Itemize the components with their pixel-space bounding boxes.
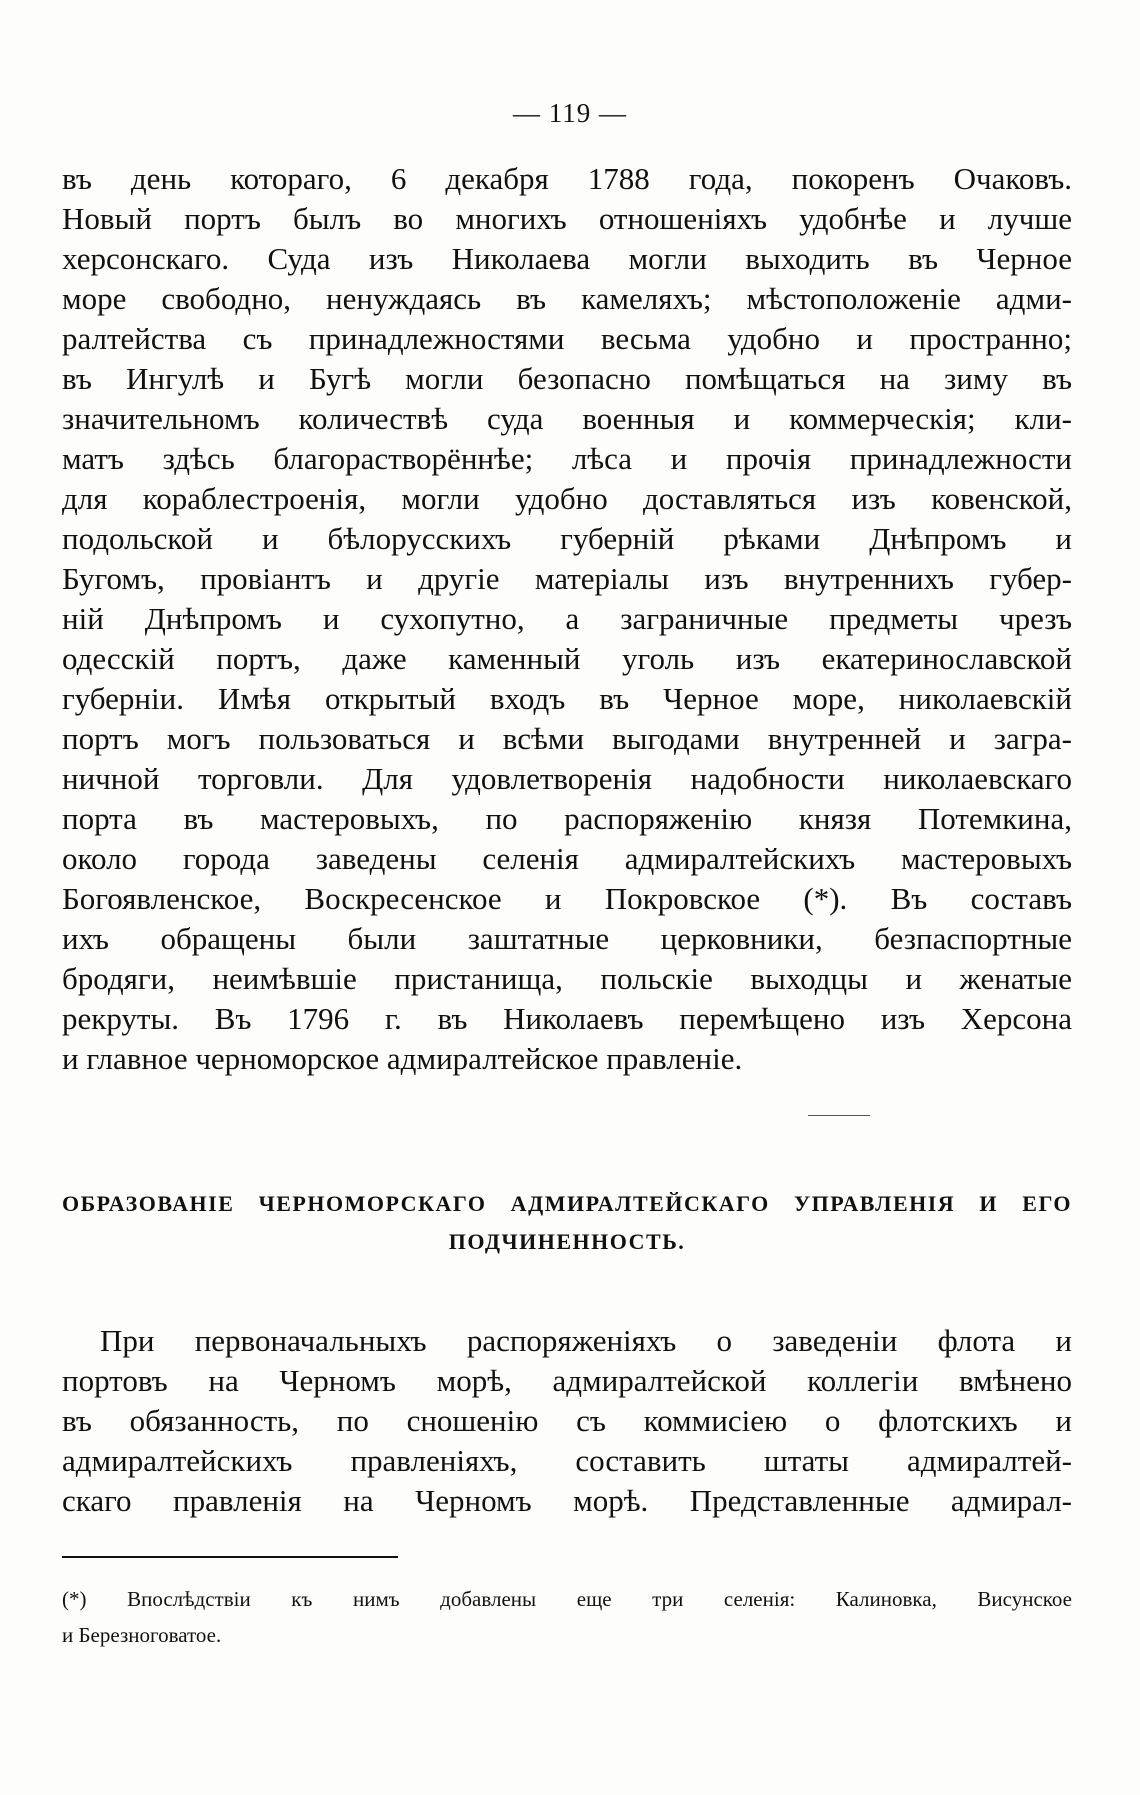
footnote [62,1581,1072,1653]
text-line: рекруты. Въ 1796 г. въ Николаевъ перемѣщено изъ Херсона [62,1001,1072,1036]
text-line: Богоявленское, Воскресенское и Покровское (*). Въ составъ [62,881,1072,916]
text-line: море свободно, ненуждаясь въ камеляхъ; мѣстоположеніе адми- [62,281,1072,316]
text-line: для кораблестроенія, могли удобно доставляться изъ ковенской, [62,481,1072,516]
footnote-divider [62,1556,398,1558]
text-line: портовъ на Черномъ морѣ, адмиралтейской коллегіи вмѣнено [62,1363,1072,1398]
page-number: — 119 — [513,98,627,128]
text-line: въ Ингулѣ и Бугѣ могли безопасно помѣщаться на зиму въ [62,361,1072,396]
paragraph-2 [62,1321,1072,1521]
text-line: бродяги, неимѣвшіе пристанища, польскіе выходцы и женатые [62,961,1072,996]
text-line: въ обязанность, по сношенію съ коммисіею о флотскихъ и [62,1403,1072,1438]
text-line: ній Днѣпромъ и сухопутно, а заграничные предметы чрезъ [62,601,1072,636]
paragraph-1 [62,159,1072,1079]
text-line: ралтейства съ принадлежностями весьма удобно и пространно; [62,321,1072,356]
text-line: подольской и бѣлорусскихъ губерній рѣками Днѣпромъ и [62,521,1072,556]
text-line: около города заведены селенія адмиралтейскихъ мастеровыхъ [62,841,1072,876]
text-line: скаго правленія на Черномъ морѣ. Представленные адмирал- [62,1483,1072,1518]
text-line: адмиралтейскихъ правленіяхъ, составить штаты адмиралтей- [62,1443,1072,1478]
footnote-line: и Березноговатое. [62,1623,222,1647]
text-line: При первоначальныхъ распоряженіяхъ о заведеніи флота и [100,1323,1072,1358]
text-line: въ день котораго, 6 декабря 1788 года, покоренъ Очаковъ. [62,161,1072,196]
text-line: ничной торговли. Для удовлетворенія надобности николаевскаго [62,761,1072,796]
text-line: порта въ мастеровыхъ, по распоряженію князя Потемкина, [62,801,1072,836]
section-heading [62,1185,1072,1261]
heading-line: ПОДЧИНЕННОСТЬ. [448,1229,686,1254]
text-line: портъ могъ пользоваться и всѣми выгодами внутренней и загра- [62,721,1072,756]
text-line: херсонскаго. Суда изъ Николаева могли выходить въ Черное [62,241,1072,276]
text-line: и главное черноморское адмиралтейское правленіе. [62,1041,743,1076]
text-line: Новый портъ былъ во многихъ отношеніяхъ удобнѣе и лучше [62,201,1072,236]
text-line: ихъ обращены были заштатные церковники, безпаспортные [62,921,1072,956]
footnote-line: (*) Впослѣдствіи къ нимъ добавлены еще три селенія: Калиновка, Висунское [62,1587,1072,1611]
text-line: Бугомъ, провіантъ и другіе матеріалы изъ внутреннихъ губер- [62,561,1072,596]
text-line: значительномъ количествѣ суда военныя и коммерческія; кли- [62,401,1072,436]
section-end-dash [808,1115,870,1116]
text-line: одесскій портъ, даже каменный уголь изъ екатеринославской [62,641,1072,676]
text-line: матъ здѣсь благорастворённѣе; лѣса и прочія принадлежности [62,441,1072,476]
text-line: губерніи. Имѣя открытый входъ въ Черное море, николаевскій [62,681,1072,716]
heading-line: ОБРАЗОВАНІЕ ЧЕРНОМОРСКАГО АДМИРАЛТЕЙСКАГО УПРАВЛЕНІЯ И ЕГО [62,1191,1072,1216]
